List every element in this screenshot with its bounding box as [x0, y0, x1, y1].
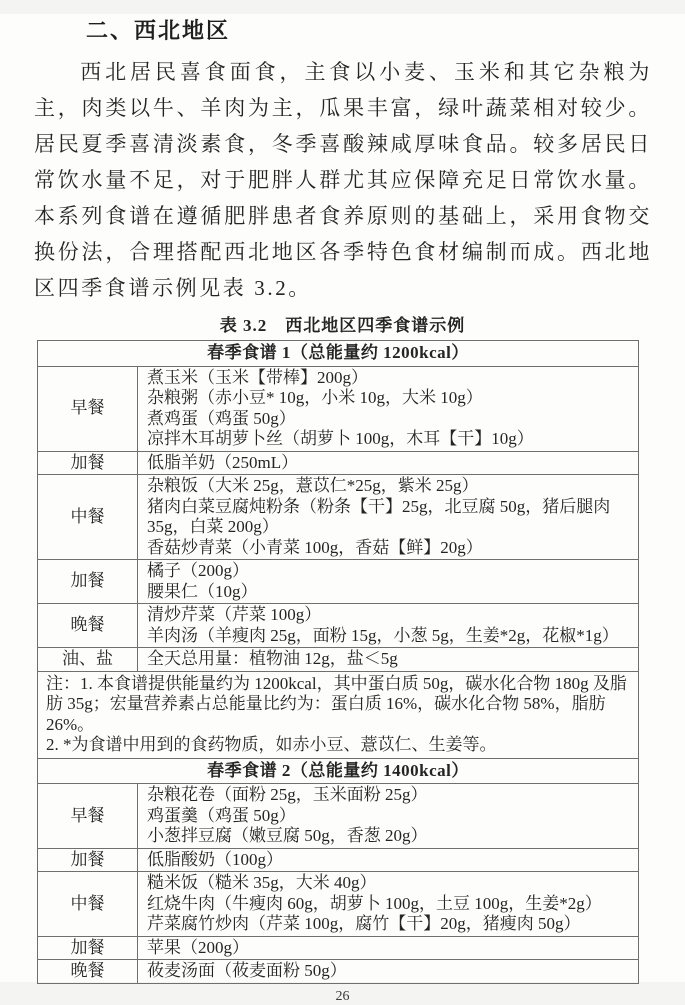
- dish-line: 小葱拌豆腐（嫩豆腐 50g，香葱 20g）: [147, 826, 428, 845]
- dish-line: 清炒芹菜（芹菜 100g）: [147, 605, 322, 624]
- meal-label: 中餐: [38, 872, 138, 937]
- meal-label: 油、盐: [38, 648, 138, 672]
- dish-line: 杂粮饭（大米 25g，薏苡仁*25g，紫米 25g）: [147, 476, 479, 495]
- meal-label: 加餐: [38, 848, 138, 872]
- recipe2-header-row: [38, 758, 639, 784]
- table-row: [38, 475, 639, 560]
- meal-label: 早餐: [38, 784, 138, 849]
- table-row: [38, 604, 639, 648]
- dish-line: 红烧牛肉（牛瘦肉 60g，胡萝卜 100g，土豆 100g，生姜*2g）: [147, 893, 602, 913]
- document-page: [0, 14, 685, 1004]
- dish-line: 鸡蛋羹（鸡蛋 50g）: [147, 805, 296, 825]
- table-caption: 表 3.2 西北地区四季食谱示例: [219, 316, 466, 335]
- note-row: [38, 671, 639, 758]
- meal-label: 加餐: [38, 451, 138, 475]
- meal-dishes: [138, 560, 639, 604]
- table-row: [38, 960, 639, 984]
- meal-label: 早餐: [38, 366, 138, 451]
- meal-label: 晚餐: [38, 604, 138, 648]
- recipe-table: [37, 340, 639, 984]
- note-line: 2. *为食谱中用到的食药物质，如赤小豆、薏苡仁、生姜等。: [46, 735, 497, 754]
- intro-paragraph: 西北居民喜食面食，主食以小麦、玉米和其它杂粮为主，肉类以牛、羊肉为主，瓜果丰富，绿叶蔬菜相对较少。居民夏季喜清淡素食，冬季喜酸辣咸厚味食品。较多居民日常饮水量不足，对于肥胖人群尤其应保障充足日常饮水量。本系列食谱在遵循肥胖患者食养原则的基础上，采用食物交换份法，合理搭配西北地区各季特色食材编制而成。西北地区四季食谱示例见表 3.2。: [34, 60, 652, 300]
- page-number: 26: [335, 988, 350, 1004]
- meal-dishes: [138, 872, 639, 937]
- meal-dishes: [138, 848, 639, 872]
- meal-label: 加餐: [38, 936, 138, 960]
- dish-line: 杂粮花卷（面粉 25g，玉米面粉 25g）: [147, 785, 428, 804]
- recipe1-header-row: [38, 341, 639, 367]
- meal-dishes: [138, 960, 639, 984]
- dish-line: 芹菜腐竹炒肉（芹菜 100g，腐竹【干】20g，猪瘦肉 50g）: [147, 914, 581, 933]
- table-row: [38, 366, 639, 451]
- dish-line: 猪肉白菜豆腐炖粉条（粉条【干】25g，北豆腐 50g，猪后腿肉 35g，白菜 200g）: [147, 496, 611, 536]
- table-row: [38, 784, 639, 849]
- dish-line: 橘子（200g）: [147, 561, 249, 580]
- dish-line: 杂粮粥（赤小豆* 10g，小米 10g，大米 10g）: [147, 388, 483, 407]
- meal-dishes: [138, 475, 639, 560]
- dish-line: 羊肉汤（羊瘦肉 25g，面粉 15g，小葱 5g，生姜*2g，花椒*1g）: [147, 625, 619, 645]
- table-row: [38, 560, 639, 604]
- dish-line: 低脂酸奶（100g）: [147, 849, 283, 869]
- dish-line: 糙米饭（糙米 35g，大米 40g）: [147, 873, 377, 892]
- table-row: [38, 872, 639, 937]
- table-row: [38, 936, 639, 960]
- meal-dishes: [138, 604, 639, 648]
- meal-dishes: [138, 648, 639, 672]
- recipe1-header: 春季食谱 1（总能量约 1200kcal）: [38, 341, 639, 367]
- dish-line: 低脂羊奶（250mL）: [147, 452, 299, 472]
- note-line: 注：1. 本食谱提供能量约为 1200kcal，其中蛋白质 50g，碳水化合物 180g 及脂肪 35g；宏量营养素占总能量比约为：蛋白质 16%，碳水化合物 58%，脂肪 26%。: [46, 673, 627, 734]
- table-row: [38, 648, 639, 672]
- meal-label: 加餐: [38, 560, 138, 604]
- meal-dishes: [138, 936, 639, 960]
- dish-line: 凉拌木耳胡萝卜丝（胡萝卜 100g，木耳【干】10g）: [147, 429, 534, 448]
- table-row: [38, 451, 639, 475]
- dish-line: 苹果（200g）: [147, 937, 249, 957]
- meal-label: 中餐: [38, 475, 138, 560]
- dish-line: 煮鸡蛋（鸡蛋 50g）: [147, 408, 296, 428]
- dish-line: 腰果仁（10g）: [147, 581, 258, 601]
- meal-label: 晚餐: [38, 960, 138, 984]
- recipe2-header: 春季食谱 2（总能量约 1400kcal）: [38, 758, 639, 784]
- dish-line: 全天总用量：植物油 12g，盐＜5g: [147, 649, 398, 668]
- dish-line: 香菇炒青菜（小青菜 100g，香菇【鲜】20g）: [147, 537, 483, 557]
- dish-line: 莜麦汤面（莜麦面粉 50g）: [147, 961, 347, 980]
- meal-dishes: [138, 451, 639, 475]
- meal-dishes: [138, 784, 639, 849]
- recipe1-note: [38, 671, 639, 758]
- dish-line: 煮玉米（玉米【带棒】200g）: [147, 367, 368, 387]
- table-row: [38, 848, 639, 872]
- meal-dishes: [138, 366, 639, 451]
- section-heading: 二、西北地区: [86, 18, 231, 43]
